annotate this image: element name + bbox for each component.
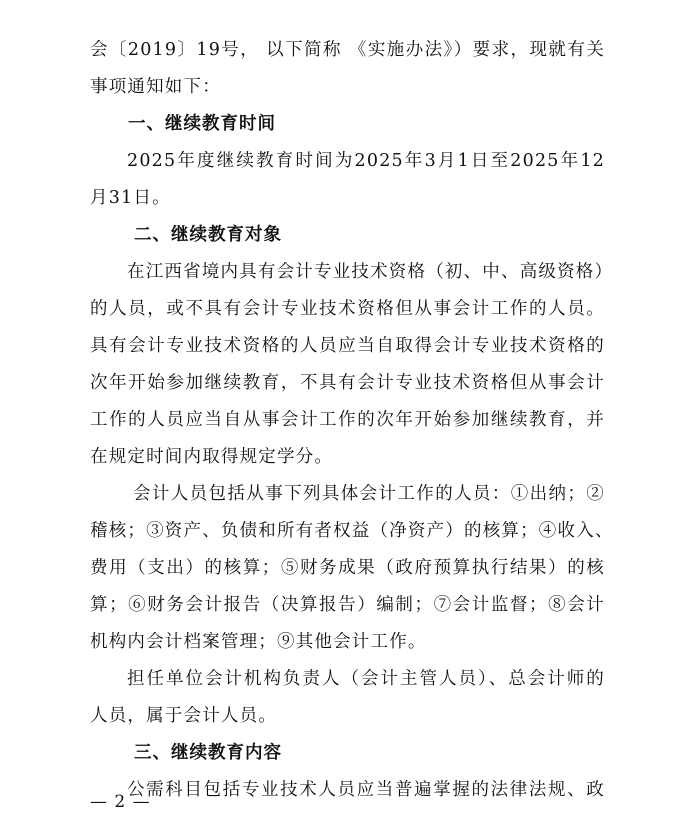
body-text-line: 担任单位会计机构负责人（会计主管人员）、总会计师的 — [127, 669, 605, 689]
body-text-line: 2025年度继续教育时间为2025年3月1日至2025年12 — [127, 151, 605, 171]
body-text-line: 会〔2019〕19号， 以下简称 《实施办法》）要求，现就有关 — [90, 40, 605, 60]
section-heading-time: 一、继续教育时间 — [128, 114, 276, 134]
body-text-line: 工作的人员应当自从事会计工作的次年开始参加继续教育，并 — [90, 410, 605, 430]
body-text-line: 费用（支出）的核算；⑤财务成果（政府预算执行结果）的核 — [90, 558, 605, 578]
body-text-line: 算；⑥财务会计报告（决算报告）编制；⑦会计监督；⑧会计 — [90, 595, 605, 615]
body-text-line: 在江西省境内具有会计专业技术资格（初、中、高级资格） — [127, 262, 614, 282]
page-number: — 2 — — [90, 792, 151, 812]
section-heading-target: 二、继续教育对象 — [134, 225, 282, 245]
body-text-line: 稽核；③资产、负债和所有者权益（净资产）的核算；④收入、 — [90, 521, 614, 541]
body-text-line: 会计人员包括从事下列具体会计工作的人员：①出纳；② — [133, 484, 605, 504]
body-text-line: 在规定时间内取得规定学分。 — [90, 447, 334, 467]
body-text-line: 的人员，或不具有会计专业技术资格但从事会计工作的人员。 — [90, 299, 605, 319]
body-text-line: 机构内会计档案管理；⑨其他会计工作。 — [90, 632, 427, 652]
body-text-line: 人员，属于会计人员。 — [90, 706, 277, 726]
body-text-line: 公需科目包括专业技术人员应当普遍掌握的法律法规、政 — [127, 780, 605, 800]
body-text-line: 事项通知如下： — [90, 77, 221, 97]
body-text-line: 次年开始参加继续教育，不具有会计专业技术资格但从事会计 — [90, 373, 605, 393]
body-text-line: 具有会计专业技术资格的人员应当自取得会计专业技术资格的 — [90, 336, 605, 356]
body-text-line: 月31日。 — [90, 188, 171, 208]
section-heading-content: 三、继续教育内容 — [134, 743, 282, 763]
